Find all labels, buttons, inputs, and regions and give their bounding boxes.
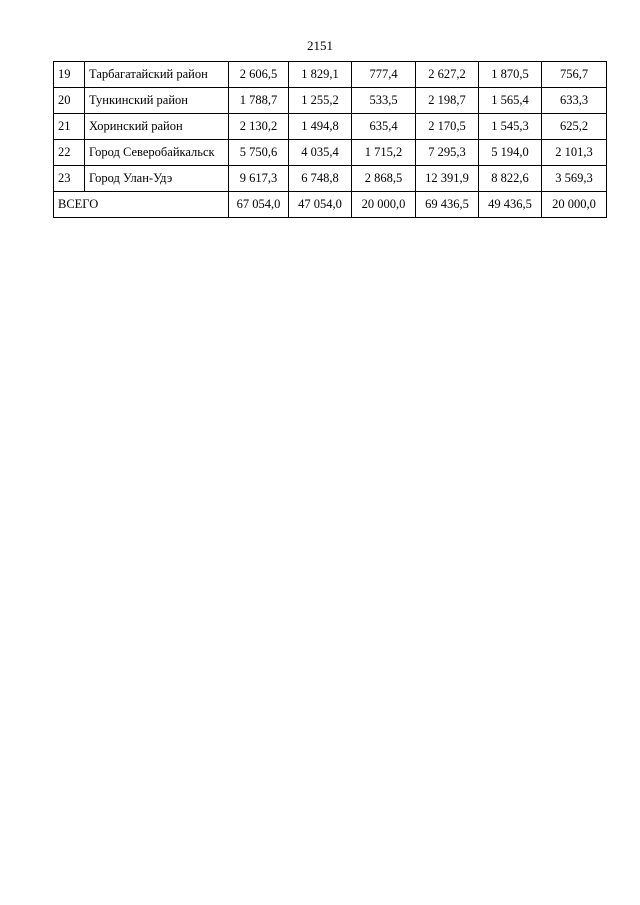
- value-cell: 6 748,8: [289, 166, 352, 192]
- value-cell: 5 194,0: [479, 140, 542, 166]
- budget-table: [53, 61, 607, 218]
- table-row: [54, 166, 607, 192]
- district-name: Тункинский район: [85, 88, 229, 114]
- value-cell: 2 101,3: [542, 140, 607, 166]
- row-number: 20: [54, 88, 85, 114]
- value-cell: 8 822,6: [479, 166, 542, 192]
- value-cell: 2 627,2: [416, 62, 479, 88]
- table-row: [54, 114, 607, 140]
- value-cell: 12 391,9: [416, 166, 479, 192]
- value-cell: 1 829,1: [289, 62, 352, 88]
- value-cell: 2 868,5: [352, 166, 416, 192]
- district-name: Хоринский район: [85, 114, 229, 140]
- total-value-cell: 20 000,0: [542, 192, 607, 218]
- value-cell: 625,2: [542, 114, 607, 140]
- total-row: [54, 192, 607, 218]
- value-cell: 1 788,7: [229, 88, 289, 114]
- value-cell: 1 255,2: [289, 88, 352, 114]
- value-cell: 533,5: [352, 88, 416, 114]
- value-cell: 9 617,3: [229, 166, 289, 192]
- value-cell: 7 295,3: [416, 140, 479, 166]
- total-value-cell: 49 436,5: [479, 192, 542, 218]
- total-value-cell: 67 054,0: [229, 192, 289, 218]
- value-cell: 5 750,6: [229, 140, 289, 166]
- district-name: Тарбагатайский район: [85, 62, 229, 88]
- row-number: 23: [54, 166, 85, 192]
- value-cell: 633,3: [542, 88, 607, 114]
- value-cell: 635,4: [352, 114, 416, 140]
- row-number: 21: [54, 114, 85, 140]
- value-cell: 1 870,5: [479, 62, 542, 88]
- district-name: Город Северобайкальск: [85, 140, 229, 166]
- table-row: [54, 62, 607, 88]
- page-number: 2151: [307, 38, 333, 53]
- total-value-cell: 69 436,5: [416, 192, 479, 218]
- value-cell: 2 606,5: [229, 62, 289, 88]
- value-cell: 1 565,4: [479, 88, 542, 114]
- total-value-cell: 20 000,0: [352, 192, 416, 218]
- table-row: [54, 88, 607, 114]
- district-name: Город Улан-Удэ: [85, 166, 229, 192]
- value-cell: 2 170,5: [416, 114, 479, 140]
- value-cell: 1 545,3: [479, 114, 542, 140]
- total-label: ВСЕГО: [54, 192, 229, 218]
- value-cell: 777,4: [352, 62, 416, 88]
- value-cell: 4 035,4: [289, 140, 352, 166]
- row-number: 22: [54, 140, 85, 166]
- total-value-cell: 47 054,0: [289, 192, 352, 218]
- value-cell: 3 569,3: [542, 166, 607, 192]
- table-row: [54, 140, 607, 166]
- value-cell: 756,7: [542, 62, 607, 88]
- value-cell: 1 715,2: [352, 140, 416, 166]
- row-number: 19: [54, 62, 85, 88]
- value-cell: 2 198,7: [416, 88, 479, 114]
- table-body: [54, 62, 607, 218]
- value-cell: 1 494,8: [289, 114, 352, 140]
- value-cell: 2 130,2: [229, 114, 289, 140]
